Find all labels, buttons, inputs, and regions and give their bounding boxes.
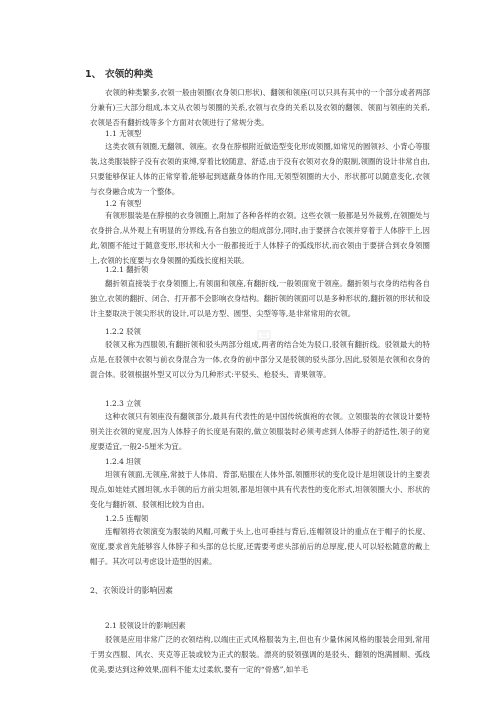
section-1-heading [85,66,153,80]
subsection-1-2-text: 有领形服装是在脖根的衣身领圈上,附加了各种各样的衣领。这些衣领一般都是另外裁剪,在领圈处与衣身拼合,从外观上有明显的分界线,有各自独立的组成部分,同时,由于要拼合衣领并穿着于人体脖干上,因此,领圈不能过于随意变形,形状和大小一般都接近于人体脖子的弧线形状,而衣领由于要拼合到衣身领圈上,衣领的长度要与衣身领圈的弧线长度相关联。 [90,211,430,266]
subsection-1-2-5-text: 连帽领将衣领演变为服装的风帽,可戴于头上,也可垂挂与背后,连帽领设计的重点在于帽子的长度、宽度,要求首先能够容人体脖子和头部的总长度,还需要考虑头部前后的总厚度,使人可以轻松随意的戴上帽子。其次可以考虑设计造型的因素。 [90,527,430,567]
subsection-1-2-3-title: 1.2.3 立领 [105,399,141,408]
subsection-2-1-text: 驳领是应用非常广泛的衣领结构,以端庄正式风格服装为主,但也有少量休闲风格的服装会用到,常用于男女西服、风衣、夹克等正装或较为正式的服装。漂亮的驳领强调的是驳头、翻领的饱满圆顺、弧线优美,要达到这种效果,面料不能太过柔软,要有一定的“骨感”,如羊毛 [90,635,430,675]
subsection-1-2-2-text: 驳领又称为西服领,有翻折领和驳头两部分组成,两者的结合处为驳口,驳领有翻折线。驳领最大的特点是,在驳领中衣领与前衣身混合为一体,衣身的前中部分又是驳领的驳头部分,因此,驳领是衣领和衣身的混合体。驳领根据外型又可以分为几种形式:平驳头、枪驳头、青果领等。 [90,340,430,380]
subsection-1-2-4-title: 1.2.4 坦领 [105,457,141,466]
subsection-1-1-text: 这类衣领有领圈,无翻领、领座。衣身在脖根附近做造型变化形成领圈,如常见的圆领衫、小背心等服装,这类服装脖子没有衣领的束缚,穿着比较随意、舒适,由于没有衣领对衣身的限制,领圈的设计非常自由,只要能够保证人体的正常穿着,能够起到遮蔽身体的作用,无领型领圈的大小、形状都可以随意变化,衣领与衣身融合成为一个整体。 [90,142,430,197]
subsection-2-1-title: 2.1 驳领设计的影响因素 [105,621,186,630]
subsection-1-2-1-title: 1.2.1 翻折领 [105,265,149,274]
section-1-title: 衣领的种类 [105,69,153,80]
subsection-1-1-title: 1.1 无领型 [105,129,142,138]
subsection-1-2-2-title: 1.2.2 驳领 [105,327,141,336]
watermark-icon [257,330,271,340]
subsection-1-2-title: 1.2 有领型 [105,199,142,208]
section-2-heading: 2、衣领设计的影响因素 [90,586,173,595]
section-1-number: 1、 [85,69,102,80]
subsection-1-2-5-title: 1.2.5 连帽领 [105,514,149,523]
subsection-1-2-1-text: 翻折领直接装于衣身领圈上,有领面和领座,有翻折线,一般领面宽于领座。翻折领与衣身的结构各自独立,衣领的翻折、闭合、打开都不会影响衣身结构。翻折领的领面可以是多种形状的,翻折领的形状和设计主要取决于领尖形状的设计,可以是方型、圆型、尖型等等,是非常常用的衣领。 [90,279,430,319]
subsection-1-2-4-text: 坦领有领面,无领座,常披于人体肩、背部,贴服在人体外部,领圈形状的变化设计是坦领设计的主要表现点,如娃娃式圆坦领,水手领的后方前尖坦领,都是坦领中具有代表性的变化形式,坦领领圈大小、形状的变化与翻折领、驳领相比较为自由。 [90,470,430,510]
intro-paragraph: 衣领的种类繁多,衣领一般由领圈(衣身领口形状)、翻领和领座(可以只具有其中的一个部分或者两部分兼有)三大部分组成,本文从衣领与领圈的关系,衣领与衣身的关系以及衣领的翻领、领面与领座的关系,衣领是否有翻折线等多个方面对衣领进行了常规分类。 [90,88,430,128]
subsection-1-2-3-text: 这种衣领只有领座没有翻领部分,最具有代表性的是中国传统旗袍的衣领。立领服装的衣领设计要特别关注衣领的宽度,因为人体脖子的长度是有限的,做立领服装时必须考虑到人体脖子的舒适性,领子的宽度要适宜,一般2-5厘米为宜。 [90,412,430,452]
